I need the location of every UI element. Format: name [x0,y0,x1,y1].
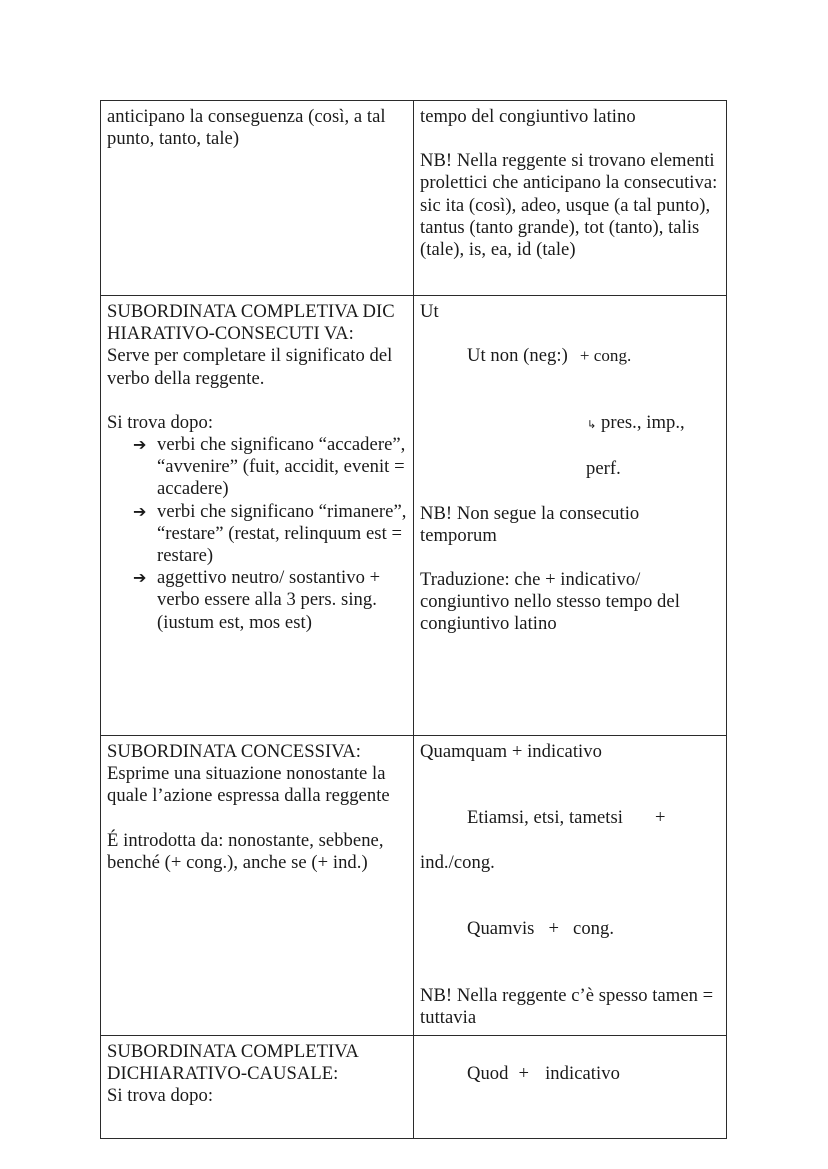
section-intro: É introdotta da: nonostante, sebbene, benché (+ cong.), anche se (+ ind.) [107,829,389,873]
section-description: Esprime una situazione nonostante la quale l’azione espressa dalla reggente [107,763,391,807]
grammar-table [100,100,727,1139]
table-cell-rule [101,1036,414,1139]
plus-text: + [655,807,666,829]
cell-text: Quamquam + indicativo [420,741,602,762]
table-cell-rule [101,736,414,1036]
mood-text: cong. [573,918,615,940]
section-intro: Si trova dopo: [107,1085,214,1107]
list-item-text: aggettivo neutro/ sostantivo + verbo essere alla 3 pers. sing. (iustum est, mos est) [157,567,381,633]
table-row [101,296,727,736]
table-cell-construction [414,736,727,1036]
note-text: NB! Nella reggente c’è spesso tamen = tuttavia [420,984,718,1028]
list-item-text: verbi che significano “rimanere”, “restare” (restat, relinquum est = restare) [157,500,407,567]
table-row [101,101,727,296]
mood-text: indicativo [545,1063,620,1085]
section-title: SUBORDINATA COMPLETIVA DICHIARATIVO-CAUSALE: [107,1041,363,1085]
conjunction-text: Quamvis [466,918,535,940]
mood-text: + cong. [579,346,632,366]
return-arrow-icon: ↳ [586,418,597,432]
table-row [101,1036,727,1139]
cell-text: tempo del congiuntivo latino [420,106,636,127]
tense-text: pres., imp., [600,412,685,434]
cell-text [420,323,720,390]
table-cell-rule [101,101,414,296]
section-intro: Si trova dopo: [107,411,214,433]
table-cell-construction [414,101,727,296]
list-item-text: verbi che significano “accadere”, “avvenire” (fuit, accidit, evenit = accadere) [157,434,406,500]
cell-text [420,785,720,852]
cell-text: Ut [420,301,439,322]
list-item [133,501,407,568]
table-cell-construction [414,1036,727,1139]
translation-text: Traduzione: che + indicativo/ congiuntivo nello stesso tempo del congiuntivo latino [420,569,685,635]
cell-text: anticipano la conseguenza (così, a tal punto, tanto, tale) [107,106,391,150]
conjunction-text: Etiamsi, etsi, tametsi [466,807,624,829]
cell-text: ind./cong. [420,851,495,873]
list-item [133,434,407,501]
table-cell-construction [414,296,727,736]
bullet-list [107,434,407,634]
section-title: SUBORDINATA COMPLETIVA DICHIARATIVO-CONSECUTI VA: [107,301,395,345]
cell-text [420,390,720,459]
plus-text: + [518,1063,530,1085]
cell-text [420,1041,720,1108]
cell-text: perf. [586,458,621,480]
arrow-right-icon: ➔ [133,435,147,455]
table-row [101,736,727,1036]
arrow-right-icon: ➔ [133,568,147,588]
note-text: NB! Non segue la consecutio temporum [420,502,644,546]
section-description: Serve per completare il significato del verbo della reggente. [107,345,398,389]
table-cell-rule [101,296,414,736]
cell-text [420,896,720,963]
note-text: NB! Nella reggente si trovano elementi prolettici che anticipano la consecutiva: sic ita (così), adeo, usque (a tal punto), tantus (tanto grande), tot (tanto), talis (tale), is, ea, id (tale) [420,150,723,261]
arrow-right-icon: ➔ [133,501,147,521]
plus-text: + [548,918,560,940]
section-title: SUBORDINATA CONCESSIVA: [107,741,361,762]
list-item [133,567,407,634]
conjunction-text: Ut non (neg:) [466,345,568,367]
conjunction-text: Quod [466,1063,509,1085]
